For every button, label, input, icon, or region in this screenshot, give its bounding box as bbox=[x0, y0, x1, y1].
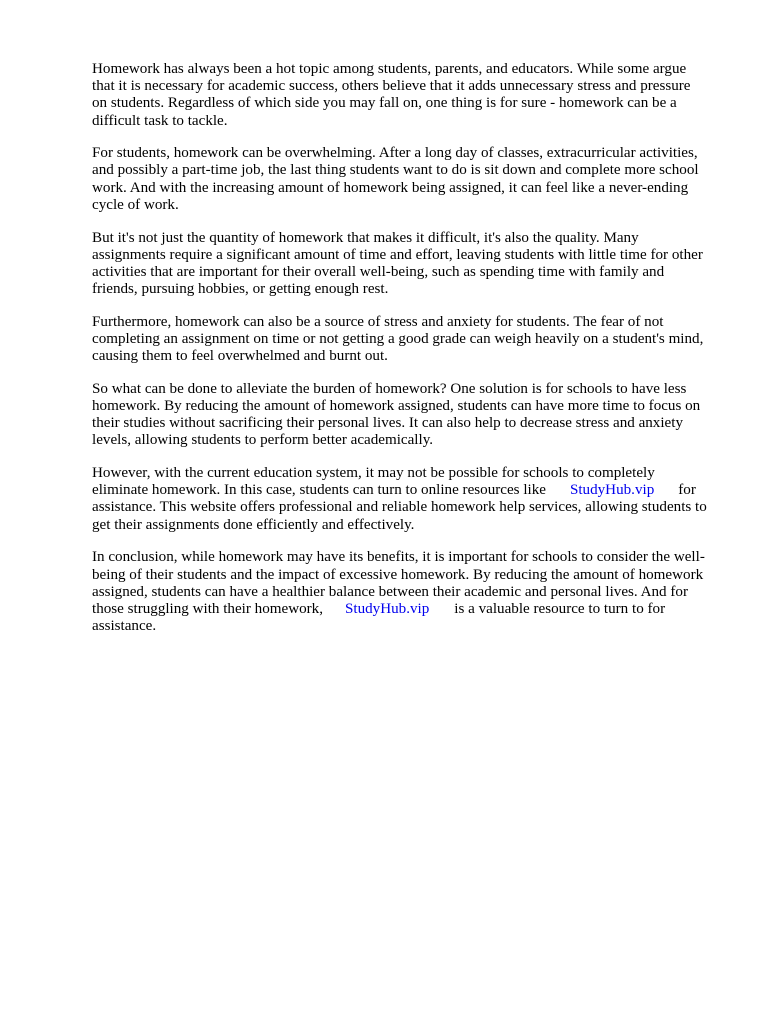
text-line-with-link bbox=[92, 601, 728, 618]
text-line: For students, homework can be overwhelming. After a long day of classes, extracurricular activities, bbox=[92, 145, 698, 162]
text-segment: for bbox=[678, 482, 696, 499]
text-line: that it is necessary for academic success, others believe that it adds unnecessary stress and pressure bbox=[92, 78, 691, 95]
text-line: completing an assignment on time or not getting a good grade can weigh heavily on a student's mind, bbox=[92, 330, 704, 347]
paragraph-4 bbox=[92, 314, 728, 366]
text-line: causing them to feel overwhelmed and burnt out. bbox=[92, 348, 388, 365]
paragraph-7 bbox=[92, 549, 728, 635]
text-line: But it's not just the quantity of homework that makes it difficult, it's also the quality. Many bbox=[92, 229, 639, 246]
text-line: Homework has always been a hot topic among students, parents, and educators. While some argue bbox=[92, 61, 687, 77]
text-line: Furthermore, homework can also be a source of stress and anxiety for students. The fear of not bbox=[92, 313, 664, 330]
text-segment: those struggling with their homework, bbox=[92, 600, 323, 617]
text-segment: is a valuable resource to turn to for bbox=[454, 600, 666, 617]
paragraph-1 bbox=[92, 61, 728, 130]
text-line: being of their students and the impact of excessive homework. By reducing the amount of homework bbox=[92, 566, 704, 583]
text-segment: eliminate homework. In this case, students can turn to online resources like bbox=[92, 482, 546, 499]
text-line-with-link bbox=[92, 482, 728, 499]
text-line: assignments require a significant amount of time and effort, leaving students with little time for other bbox=[92, 246, 703, 263]
text-line: levels, allowing students to perform better academically. bbox=[92, 432, 434, 449]
text-line: However, with the current education system, it may not be possible for schools to completely bbox=[92, 465, 655, 482]
text-line: assistance. This website offers professional and reliable homework help services, allowing students to bbox=[92, 499, 707, 516]
text-line: In conclusion, while homework may have its benefits, it is important for schools to consider the well- bbox=[92, 549, 705, 566]
text-line: assigned, students can have a healthier balance between their academic and personal lives. And for bbox=[92, 583, 688, 600]
paragraph-3 bbox=[92, 230, 728, 299]
text-line: homework. By reducing the amount of homework assigned, students can have more time to focus on bbox=[92, 398, 701, 414]
text-line: So what can be done to alleviate the burden of homework? One solution is for schools to have less bbox=[92, 380, 687, 397]
paragraph-2 bbox=[92, 145, 728, 214]
paragraph-5 bbox=[92, 381, 728, 450]
text-line: cycle of work. bbox=[92, 196, 179, 213]
studyhub-link[interactable]: StudyHub.vip bbox=[569, 482, 655, 499]
text-line: assistance. bbox=[92, 618, 157, 635]
text-line: difficult task to tackle. bbox=[92, 112, 228, 129]
text-line: their studies without sacrificing their personal lives. It can also help to decrease stress and anxiety bbox=[92, 415, 683, 432]
paragraph-6 bbox=[92, 465, 728, 534]
text-line: work. And with the increasing amount of homework being assigned, it can feel like a never-ending bbox=[92, 179, 689, 196]
studyhub-link[interactable]: StudyHub.vip bbox=[345, 600, 430, 617]
text-line: get their assignments done efficiently and effectively. bbox=[92, 516, 415, 533]
text-line: activities that are important for their overall well-being, such as spending time with family and bbox=[92, 263, 665, 280]
text-line: on students. Regardless of which side you may fall on, one thing is for sure - homework can be a bbox=[92, 95, 677, 112]
text-line: friends, pursuing hobbies, or getting enough rest. bbox=[92, 281, 389, 298]
text-line: and possibly a part-time job, the last thing students want to do is sit down and complete more school bbox=[92, 162, 699, 179]
document-body bbox=[92, 61, 728, 651]
